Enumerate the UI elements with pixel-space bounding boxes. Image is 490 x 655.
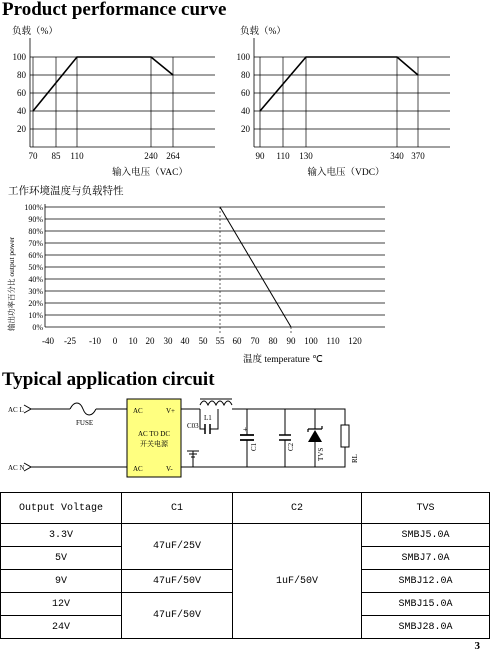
y-tick-label: 100 — [236, 52, 250, 62]
rl-label: RL — [351, 454, 359, 463]
voltage-cell: 12V — [1, 593, 122, 616]
x-tick-label: 100 — [304, 336, 318, 346]
y-tick-label: 20% — [28, 299, 43, 308]
y-tick-label: 0% — [32, 323, 43, 332]
table-header-row — [1, 493, 490, 524]
y-tick-label: 40 — [17, 106, 26, 116]
voltage-cell: 24V — [1, 616, 122, 639]
vac-chart-xlabel: 输入电压（VAC） — [112, 168, 188, 178]
x-tick-label: 20 — [145, 336, 155, 346]
x-tick-label: 70 — [28, 151, 38, 161]
vdc-derating-chart — [238, 20, 490, 185]
tvs-diode-icon — [308, 430, 322, 442]
y-tick-label: 100% — [24, 203, 43, 212]
header-output-voltage: Output Voltage — [1, 493, 122, 524]
tvs-label: TVS — [317, 447, 325, 461]
circuit-title: Typical application circuit — [2, 369, 215, 390]
y-tick-label: 20 — [17, 124, 26, 134]
x-tick-label: 90 — [286, 336, 296, 346]
header-c1: C1 — [122, 493, 233, 524]
fuse-icon — [70, 403, 96, 415]
x-tick-label: -40 — [42, 336, 54, 346]
y-tick-label: 60% — [28, 251, 43, 260]
y-tick-label: 80 — [17, 70, 26, 80]
c1-capacitor-icon — [240, 435, 254, 440]
x-tick-label: 40 — [180, 336, 190, 346]
header-tvs: TVS — [362, 493, 490, 524]
table-row — [1, 524, 490, 547]
module-vminus-label: V- — [166, 465, 173, 473]
x-tick-label: 110 — [70, 151, 84, 161]
y-tick-label: 20 — [241, 124, 250, 134]
ac-l-arrow-icon — [24, 405, 31, 413]
x-tick-label: 80 — [268, 336, 278, 346]
tvs-cell: SMBJ28.0A — [362, 616, 490, 639]
y-tick-label: 40 — [241, 106, 250, 116]
l1-label: L1 — [204, 414, 212, 422]
module-name-line1: AC TO DC — [137, 430, 171, 438]
temp-chart-ylabel: 输出功率百分比 output power — [7, 236, 16, 331]
module-ac-bottom-label: AC — [133, 465, 143, 473]
c03-label: C03 — [187, 422, 199, 430]
x-tick-label: -10 — [89, 336, 101, 346]
ac-n-label: AC N — [8, 464, 25, 472]
x-tick-label: 55 — [215, 336, 225, 346]
component-table — [0, 492, 490, 639]
vac-chart-ylabel: 负载（%） — [12, 27, 58, 37]
temp-chart-xlabel: 温度 temperature ℃ — [243, 355, 323, 365]
x-tick-label: 70 — [250, 336, 260, 346]
voltage-cell: 9V — [1, 570, 122, 593]
x-tick-label: 85 — [51, 151, 61, 161]
c1-cell: 47uF/50V — [122, 593, 233, 639]
x-tick-label: 10 — [128, 336, 138, 346]
vac-derating-chart — [0, 20, 235, 185]
y-tick-label: 30% — [28, 287, 43, 296]
y-tick-label: 70% — [28, 239, 43, 248]
performance-title: Product performance curve — [2, 0, 227, 20]
y-tick-label: 90% — [28, 215, 43, 224]
vdc-chart-xlabel: 输入电压（VDC） — [307, 168, 385, 178]
tvs-cell: SMBJ5.0A — [362, 524, 490, 547]
c1-cell: 47uF/25V — [122, 524, 233, 570]
tvs-cell: SMBJ7.0A — [362, 547, 490, 570]
tvs-cell: SMBJ15.0A — [362, 593, 490, 616]
y-tick-label: 60 — [17, 88, 26, 98]
vdc-chart-ylabel: 负载（%） — [240, 27, 286, 37]
x-tick-label: 340 — [390, 151, 404, 161]
x-tick-label: -25 — [64, 336, 76, 346]
y-tick-label: 80 — [241, 70, 250, 80]
load-resistor-icon — [341, 425, 349, 447]
y-tick-label: 60 — [241, 88, 250, 98]
x-tick-label: 30 — [163, 336, 173, 346]
module-name-line2: 开关电源 — [140, 440, 168, 448]
x-tick-label: 0 — [112, 336, 118, 346]
voltage-cell: 5V — [1, 547, 122, 570]
svg-text:+: + — [243, 425, 248, 434]
ac-n-arrow-icon — [24, 463, 31, 471]
vac-derating-line — [33, 57, 173, 111]
y-tick-label: 10% — [28, 311, 43, 320]
x-tick-label: 240 — [144, 151, 158, 161]
x-tick-label: 110 — [276, 151, 290, 161]
x-tick-label: 130 — [299, 151, 313, 161]
c2-capacitor-icon — [279, 435, 291, 440]
x-tick-label: 120 — [348, 336, 362, 346]
module-ac-top-label: AC — [133, 407, 143, 415]
application-circuit — [0, 393, 490, 488]
tvs-cell: SMBJ12.0A — [362, 570, 490, 593]
x-tick-label: 60 — [232, 336, 242, 346]
derating-title: 工作环境温度与负载特性 — [8, 185, 124, 197]
c2-cell: 1uF/50V — [233, 524, 362, 639]
inductor-icon — [200, 401, 232, 405]
voltage-cell: 3.3V — [1, 524, 122, 547]
y-tick-label: 80% — [28, 227, 43, 236]
fuse-label: FUSE — [76, 419, 94, 427]
module-vplus-label: V+ — [166, 407, 176, 415]
c1-cell: 47uF/50V — [122, 570, 233, 593]
x-tick-label: 370 — [411, 151, 425, 161]
header-c2: C2 — [233, 493, 362, 524]
y-tick-label: 50% — [28, 263, 43, 272]
x-tick-label: 50 — [198, 336, 208, 346]
ac-l-label: AC L — [8, 406, 24, 414]
x-tick-label: 264 — [166, 151, 180, 161]
page-number: 3 — [474, 640, 480, 652]
temperature-derating-chart — [0, 196, 490, 366]
x-tick-label: 110 — [326, 336, 340, 346]
c03-capacitor-icon — [205, 424, 210, 434]
y-tick-label: 100 — [12, 52, 26, 62]
vdc-derating-line — [260, 57, 418, 111]
c1-label: C1 — [250, 442, 258, 451]
x-tick-label: 90 — [255, 151, 265, 161]
c2-label: C2 — [287, 442, 295, 451]
y-tick-label: 40% — [28, 275, 43, 284]
